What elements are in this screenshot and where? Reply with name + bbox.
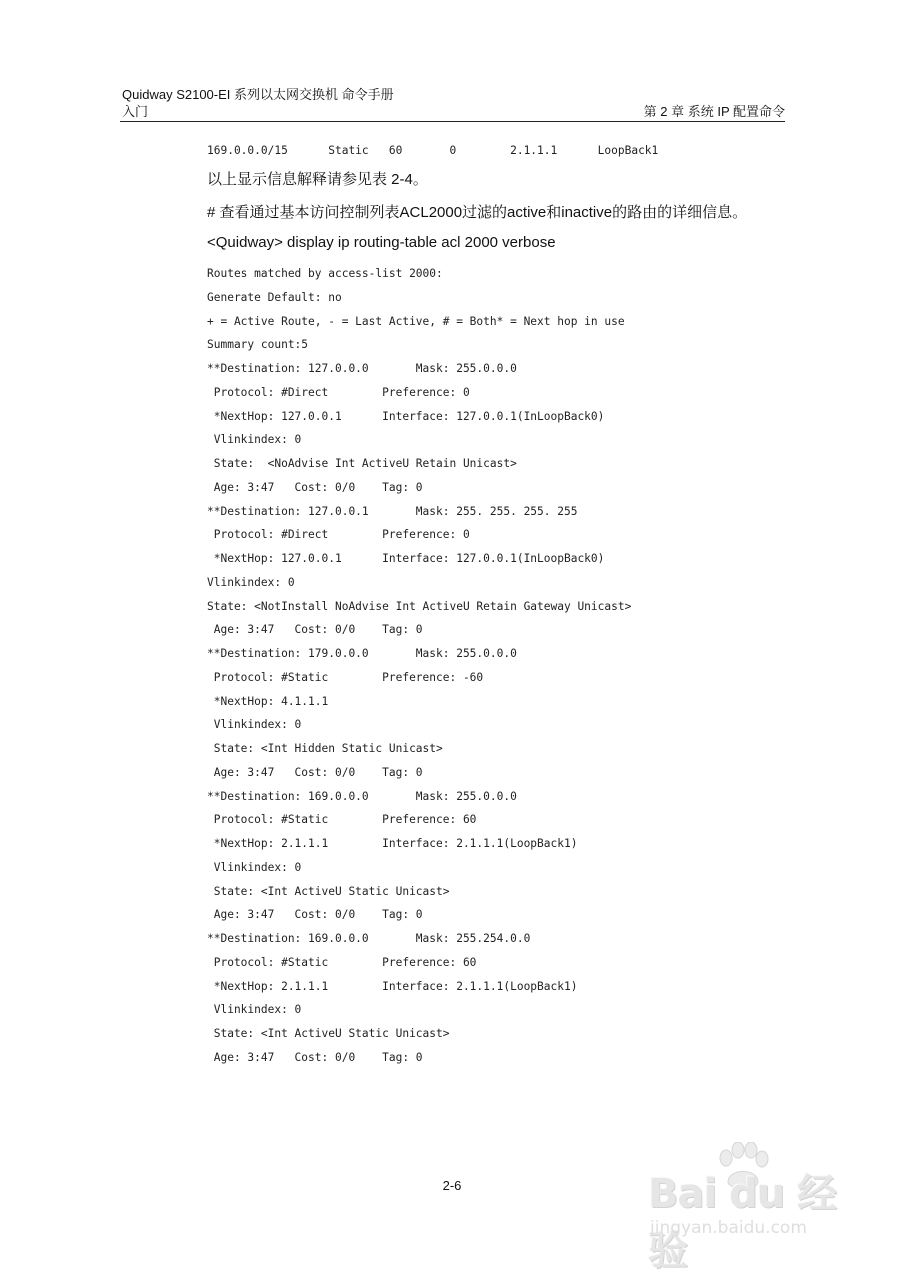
route-table-line: 169.0.0.0/15 Static 60 0 2.1.1.1 LoopBack1	[207, 144, 659, 157]
explanation-text: 以上显示信息解释请参见表 2-4。	[207, 171, 428, 188]
baidu-watermark	[648, 1142, 848, 1274]
output-line: State: <Int ActiveU Static Unicast>	[207, 884, 450, 898]
output-line: Vlinkindex: 0	[207, 860, 302, 874]
output-line: **Destination: 127.0.0.1 Mask: 255. 255. 255. 255	[207, 504, 578, 518]
output-line: Age: 3:47 Cost: 0/0 Tag: 0	[207, 480, 423, 494]
manual-title: Quidway S2100-EI 系列以太网交换机 命令手册	[122, 87, 394, 102]
output-line: *NextHop: 127.0.0.1 Interface: 127.0.0.1(InLoopBack0)	[207, 409, 605, 423]
output-line: **Destination: 127.0.0.0 Mask: 255.0.0.0	[207, 362, 517, 375]
output-line: *NextHop: 2.1.1.1 Interface: 2.1.1.1(LoopBack1)	[207, 837, 578, 850]
output-line: Vlinkindex: 0	[207, 433, 302, 447]
output-line: Protocol: #Direct Preference: 0	[207, 385, 470, 399]
output-line: State: <Int Hidden Static Unicast>	[207, 742, 443, 755]
header-left	[122, 86, 394, 120]
output-line: Protocol: #Static Preference: 60	[207, 955, 477, 969]
output-line: *NextHop: 2.1.1.1 Interface: 2.1.1.1(LoopBack1)	[207, 979, 578, 993]
output-line: State: <NoAdvise Int ActiveU Retain Unicast>	[207, 457, 517, 470]
output-line: Age: 3:47 Cost: 0/0 Tag: 0	[207, 765, 423, 779]
output-line: **Destination: 179.0.0.0 Mask: 255.0.0.0	[207, 647, 517, 660]
output-line: Age: 3:47 Cost: 0/0 Tag: 0	[207, 1050, 423, 1064]
output-line: **Destination: 169.0.0.0 Mask: 255.254.0.0	[207, 932, 531, 945]
output-line: Age: 3:47 Cost: 0/0 Tag: 0	[207, 623, 423, 637]
output-line: Generate Default: no	[207, 290, 342, 304]
output-line: Summary count:5	[207, 338, 309, 352]
watermark-url: jingyan.baidu.com	[650, 1218, 807, 1238]
chapter-title: 第 2 章 系统 IP 配置命令	[643, 104, 785, 119]
command-line: <Quidway> display ip routing-table acl 2000 verbose	[207, 234, 556, 251]
output-line: Vlinkindex: 0	[207, 575, 295, 589]
page-number: 2-6	[442, 1178, 462, 1193]
output-line: Vlinkindex: 0	[207, 1003, 302, 1017]
output-line: + = Active Route, - = Last Active, # = Both* = Next hop in use	[207, 314, 625, 328]
output-line: Protocol: #Direct Preference: 0	[207, 528, 470, 542]
output-line: Protocol: #Static Preference: 60	[207, 813, 477, 827]
output-line: Routes matched by access-list 2000:	[207, 267, 443, 280]
output-line: Protocol: #Static Preference: -60	[207, 670, 484, 684]
output-line: Vlinkindex: 0	[207, 718, 302, 732]
output-line: *NextHop: 127.0.0.1 Interface: 127.0.0.1(InLoopBack0)	[207, 552, 605, 565]
output-line: State: <NotInstall NoAdvise Int ActiveU Retain Gateway Unicast>	[207, 599, 632, 613]
header-divider	[120, 121, 785, 122]
output-line: **Destination: 169.0.0.0 Mask: 255.0.0.0	[207, 789, 517, 803]
output-line: Age: 3:47 Cost: 0/0 Tag: 0	[207, 908, 423, 922]
example-comment: # 查看通过基本访问控制列表ACL2000过滤的active和inactive的路由的详细信息。	[207, 204, 748, 221]
output-line: State: <Int ActiveU Static Unicast>	[207, 1027, 450, 1040]
output-line: *NextHop: 4.1.1.1	[207, 694, 329, 708]
section-label: 入门	[122, 104, 149, 119]
watermark-logo: Bai du 经验	[648, 1171, 837, 1274]
